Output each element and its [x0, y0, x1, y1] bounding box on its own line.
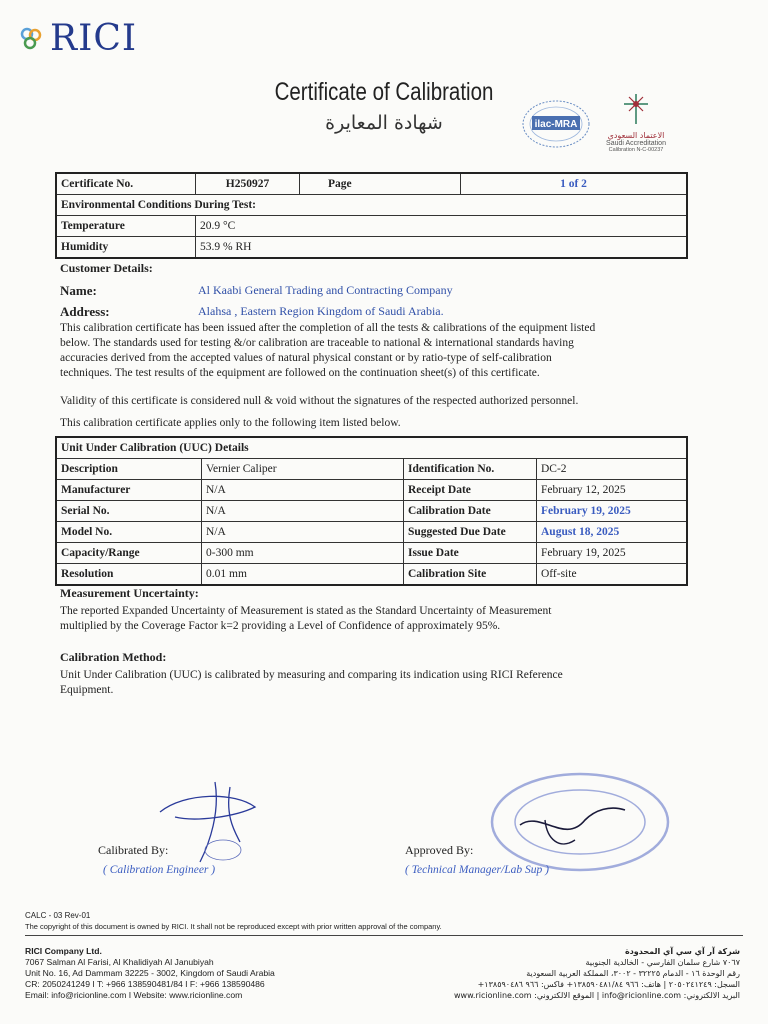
address-line: Email: info@ricionline.com I Website: www.ricionline.com — [25, 990, 243, 1000]
customer-name-value: Al Kaabi General Trading and Contracting Company — [198, 283, 453, 297]
method-heading: Calibration Method: — [60, 650, 167, 664]
uncertainty-heading: Measurement Uncertainty: — [60, 586, 199, 600]
temperature-label: Temperature — [56, 216, 196, 237]
certificate-title: Certificate of Calibration — [274, 78, 494, 106]
uuc-label: Model No. — [56, 522, 202, 543]
uuc-value: N/A — [202, 480, 404, 501]
saudi-accreditation-code: Calibration N-C-00237 — [608, 147, 664, 153]
company-logo — [18, 18, 137, 59]
uuc-label: Suggested Due Date — [404, 522, 537, 543]
address-line: CR: 2050241249 I T: +966 138590481/84 I F: +966 138590486 — [25, 979, 265, 989]
calibrated-by-label: Calibrated By: — [98, 843, 169, 857]
table-row — [56, 216, 687, 237]
table-row — [56, 437, 687, 459]
applicability-statement: This calibration certificate applies only to the following item listed below. — [60, 417, 401, 429]
uuc-value: February 19, 2025 — [537, 543, 688, 564]
customer-address-value: Alahsa , Eastern Region Kingdom of Saudi Arabia. — [198, 304, 444, 318]
certificate-info-table — [55, 172, 688, 259]
cert-no-label: Certificate No. — [56, 173, 196, 195]
method-line: Equipment. — [60, 684, 114, 696]
uuc-value: N/A — [202, 522, 404, 543]
approver-role: ( Technical Manager/Lab Sup ) — [405, 864, 549, 876]
humidity-value: 53.9 % RH — [196, 237, 688, 259]
uuc-value: 0.01 mm — [202, 564, 404, 586]
uuc-label: Calibration Site — [404, 564, 537, 586]
uuc-value: February 19, 2025 — [537, 501, 688, 522]
uuc-label: Capacity/Range — [56, 543, 202, 564]
table-row — [56, 522, 687, 543]
address-line-arabic: البريد الالكتروني: info@ricionline.com | الموقع الالكتروني: www.ricionline.com — [454, 991, 740, 1000]
table-row — [56, 195, 687, 216]
footer-divider — [25, 935, 743, 936]
company-address-block — [25, 946, 275, 1001]
env-conditions-heading: Environmental Conditions During Test: — [56, 195, 687, 216]
method-text — [60, 668, 710, 698]
calibration-engineer-role: ( Calibration Engineer ) — [103, 864, 216, 876]
table-row — [56, 237, 687, 259]
table-row — [56, 480, 687, 501]
table-row — [56, 173, 687, 195]
rici-logo-icon — [18, 26, 44, 52]
logo-text: RICI — [50, 18, 138, 59]
address-line-arabic: ٧٠٦٧ شارع سلمان الفارسي - الخالدية الجنوبية — [585, 958, 740, 967]
uuc-label: Receipt Date — [404, 480, 537, 501]
address-line-arabic: السجل: ٢٠٥٠٢٤١٢٤٩ | هاتف: ٩٦٦ ١٣٨٥٩٠٤٨١/٨٤+ فاكس: ٩٦٦ ١٣٨٥٩٠٤٨٦+ — [477, 980, 740, 989]
customer-details-heading: Customer Details: — [60, 261, 153, 275]
uuc-label: Manufacturer — [56, 480, 202, 501]
address-line-arabic: رقم الوحدة ١٦ - الدمام ٣٢٢٢٥ - ٣٠٠٢، المملكة العربية السعودية — [526, 969, 740, 978]
ilac-label: ilac-MRA — [534, 119, 578, 130]
uncertainty-line: multiplied by the Coverage Factor k=2 providing a Level of Confidence of approximately 95%. — [60, 620, 501, 632]
company-name-arabic: شركة آر آي سي آي المحدودة — [624, 947, 740, 956]
uncertainty-line: The reported Expanded Uncertainty of Measurement is stated as the Standard Uncertainty of Measurement — [60, 605, 552, 617]
uuc-heading: Unit Under Calibration (UUC) Details — [56, 437, 687, 459]
statement-line: accuracies derived from the accepted values of natural physical constant or by ratio-type of self-calibration — [60, 352, 552, 364]
certificate-title-arabic: شهادة المعايرة — [325, 112, 443, 134]
company-address-arabic — [420, 946, 740, 1001]
table-row — [56, 501, 687, 522]
form-code: CALC - 03 Rev-01 — [25, 911, 91, 920]
uuc-value: DC-2 — [537, 459, 688, 480]
table-row — [56, 564, 687, 586]
uuc-label: Identification No. — [404, 459, 537, 480]
approved-by-label: Approved By: — [405, 843, 474, 857]
company-name: RICI Company Ltd. — [25, 946, 102, 956]
saudi-accreditation-arabic: الاعتماد السعودي — [607, 131, 665, 140]
address-line: Unit No. 16, Ad Dammam 32225 - 3002, Kingdom of Saudi Arabia — [25, 968, 275, 978]
statement-line: This calibration certificate has been issued after the completion of all the tests & calibrations of the equipment listed — [60, 322, 596, 334]
validity-statement: Validity of this certificate is considered null & void without the signatures of the respected authorized personnel. — [60, 395, 579, 407]
humidity-label: Humidity — [56, 237, 196, 259]
table-row — [56, 459, 687, 480]
address-line: 7067 Salman Al Farisi, Al Khalidiyah Al Janubiyah — [25, 957, 214, 967]
saudi-accreditation-icon — [596, 92, 676, 131]
statement-line: below. The standards used for testing &/or calibration are traceable to national & international standards having — [60, 337, 574, 349]
uuc-details-table — [55, 436, 688, 586]
uuc-value: Off-site — [537, 564, 688, 586]
uuc-value: N/A — [202, 501, 404, 522]
saudi-accreditation-logo — [596, 92, 676, 153]
customer-address-label: Address: — [60, 304, 110, 319]
uncertainty-text — [60, 604, 710, 634]
uuc-value: 0-300 mm — [202, 543, 404, 564]
uuc-label: Issue Date — [404, 543, 537, 564]
uuc-value: February 12, 2025 — [537, 480, 688, 501]
statement-line: techniques. The test results of the equipment are followed on the continuation sheet(s) of this certificate. — [60, 367, 540, 379]
cert-no-value: H250927 — [196, 173, 300, 195]
uuc-value: August 18, 2025 — [537, 522, 688, 543]
method-line: Unit Under Calibration (UUC) is calibrated by measuring and comparing its indication using RICI Reference — [60, 669, 563, 681]
ilac-mra-logo — [520, 98, 592, 150]
uuc-label: Calibration Date — [404, 501, 537, 522]
saudi-accreditation-english: Saudi Accreditation — [606, 140, 666, 147]
uuc-label: Resolution — [56, 564, 202, 586]
copyright-notice: The copyright of this document is owned by RICI. It shall not be reproduced except with prior written approval of the company. — [25, 922, 442, 931]
uuc-label: Description — [56, 459, 202, 480]
customer-name-label: Name: — [60, 283, 97, 298]
page-label: Page — [300, 173, 393, 195]
uuc-label: Serial No. — [56, 501, 202, 522]
uuc-value: Vernier Caliper — [202, 459, 404, 480]
temperature-value: 20.9 °C — [196, 216, 688, 237]
certificate-statement — [60, 321, 700, 381]
table-row — [56, 543, 687, 564]
page-value: 1 of 2 — [461, 173, 688, 195]
